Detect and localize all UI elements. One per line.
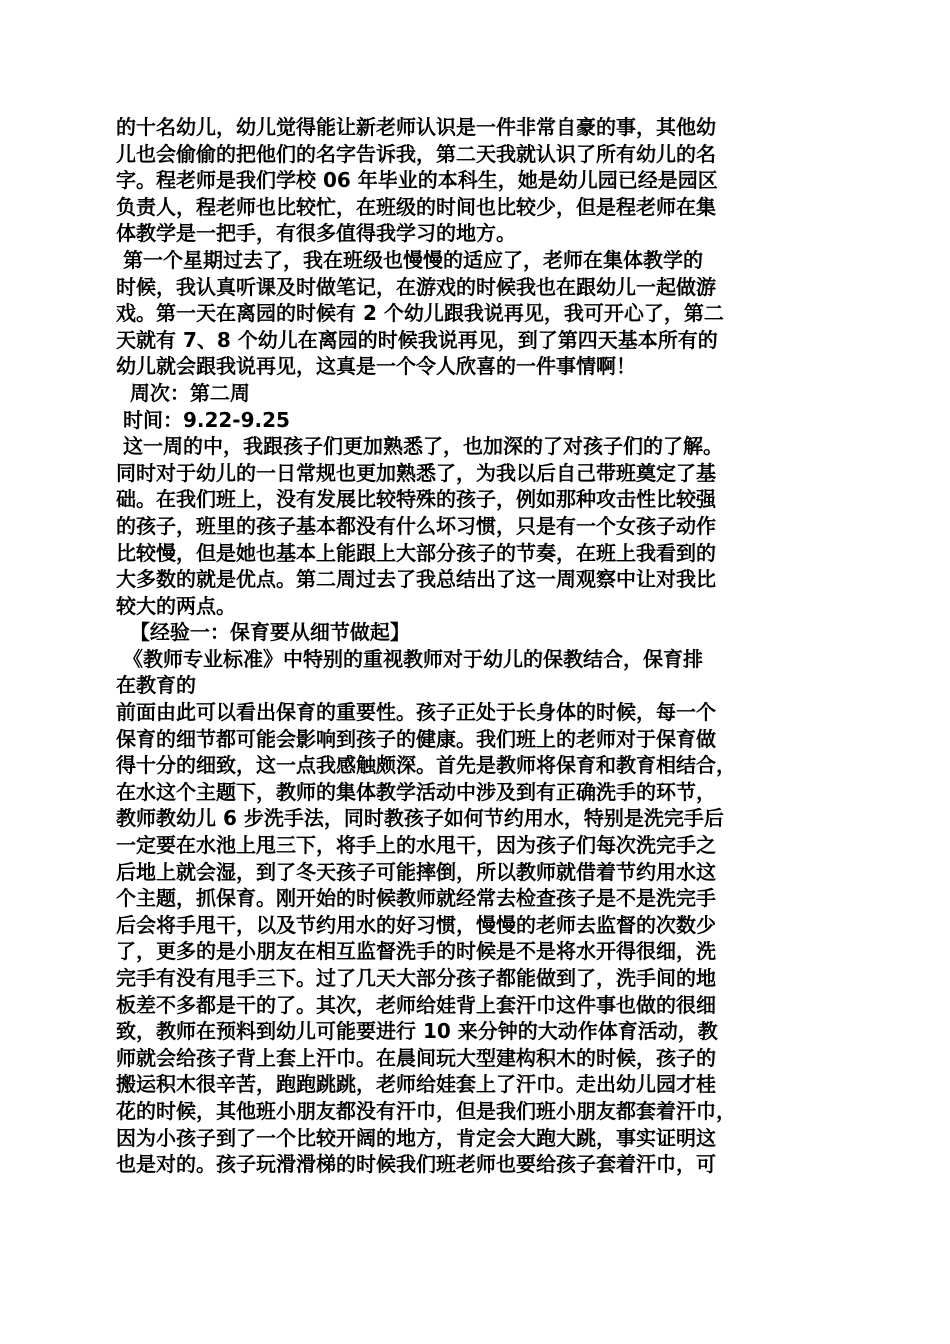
text-line: 天就有 7、8 个幼儿在离园的时候我说再见，到了第四天基本所有的	[116, 327, 718, 352]
text-line: 在教育的	[116, 673, 196, 698]
text-line: 负责人，程老师也比较忙，在班级的时间也比较少，但是程老师在集	[116, 194, 716, 219]
text-line: 花的时候，其他班小朋友都没有汗巾，但是我们班小朋友都套着汗巾，	[116, 1098, 736, 1123]
text-line: 这一周的中，我跟孩子们更加熟悉了，也加深的了对孩子们的了解。	[116, 434, 723, 459]
text-line: 字。程老师是我们学校 06 年毕业的本科生，她是幼儿园已经是园区	[116, 168, 718, 193]
text-line: 一定要在水池上甩三下，将手上的水甩干，因为孩子们每次洗完手之	[116, 833, 716, 858]
text-line: 前面由此可以看出保育的重要性。孩子正处于长身体的时候，每一个	[116, 700, 716, 725]
text-line: 幼儿就会跟我说再见，这真是一个令人欣喜的一件事情啊！	[116, 354, 636, 379]
text-line: 时间：9.22-9.25	[116, 407, 290, 432]
text-line: 在水这个主题下，教师的集体教学活动中涉及到有正确洗手的环节，	[116, 779, 716, 804]
text-line: 较大的两点。	[116, 593, 236, 618]
text-line: 教师教幼儿 6 步洗手法，同时教孩子如何节约用水，特别是洗完手后	[116, 806, 724, 831]
text-line: 的十名幼儿，幼儿觉得能让新老师认识是一件非常自豪的事，其他幼	[116, 115, 716, 139]
text-line: 儿也会偷偷的把他们的名字告诉我，第二天我就认识了所有幼儿的名	[116, 141, 716, 166]
text-line: 完手有没有甩手三下。过了几天大部分孩子都能做到了，洗手间的地	[116, 966, 716, 990]
text-line: 大多数的就是优点。第二周过去了我总结出了这一周观察中让对我比	[116, 567, 716, 592]
text-line: 因为小孩子到了一个比较开阔的地方，肯定会大跑大跳，事实证明这	[116, 1125, 716, 1150]
text-line: 戏。第一天在离园的时候有 2 个幼儿跟我说再见，我可开心了，第二	[116, 301, 724, 326]
text-line: 也是对的。孩子玩滑滑梯的时候我们班老师也要给孩子套着汗巾，可	[116, 1152, 716, 1177]
text-line: 时候，我认真听课及时做笔记，在游戏的时候我也在跟幼儿一起做游	[116, 274, 716, 299]
text-line: 周次：第二周	[116, 380, 250, 405]
text-line: 得十分的细致，这一点我感触颇深。首先是教师将保育和教育相结合，	[116, 753, 736, 778]
text-line: 了，更多的是小朋友在相互监督洗手的时候是不是将水开得很细，洗	[116, 939, 716, 964]
text-line: 后地上就会湿，到了冬天孩子可能摔倒，所以教师就借着节约用水这	[116, 859, 716, 884]
text-line: 同时对于幼儿的一日常规也更加熟悉了，为我以后自己带班奠定了基	[116, 460, 716, 485]
text-line: 板差不多都是干的了。其次，老师给娃背上套汗巾这件事也做的很细	[116, 992, 716, 1017]
text-line: 保育的细节都可能会影响到孩子的健康。我们班上的老师对于保育做	[116, 726, 716, 751]
text-line: 师就会给孩子背上套上汗巾。在晨间玩大型建构积木的时候，孩子的	[116, 1045, 716, 1070]
text-line: 《教师专业标准》中特别的重视教师对于幼儿的保教结合，保育排	[116, 646, 703, 671]
text-line: 致，教师在预料到幼儿可能要进行 10 来分钟的大动作体育活动，教	[116, 1019, 718, 1044]
text-line: 后会将手甩干，以及节约用水的好习惯，慢慢的老师去监督的次数少	[116, 912, 716, 937]
text-line: 【经验一：保育要从细节做起】	[116, 620, 410, 645]
text-line: 础。在我们班上，没有发展比较特殊的孩子，例如那种攻击性比较强	[116, 487, 716, 512]
text-line: 搬运积木很辛苦，跑跑跳跳，老师给娃套上了汗巾。走出幼儿园才桂	[116, 1072, 716, 1097]
document-page	[116, 114, 846, 1178]
text-line: 体教学是一把手，有很多值得我学习的地方。	[116, 221, 516, 246]
text-line: 的孩子，班里的孩子基本都没有什么坏习惯，只是有一个女孩子动作	[116, 513, 716, 538]
text-line: 第一个星期过去了，我在班级也慢慢的适应了，老师在集体教学的	[116, 247, 703, 272]
text-line: 个主题，抓保育。刚开始的时候教师就经常去检查孩子是不是洗完手	[116, 886, 716, 911]
text-line: 比较慢，但是她也基本上能跟上大部分孩子的节奏，在班上我看到的	[116, 540, 716, 565]
